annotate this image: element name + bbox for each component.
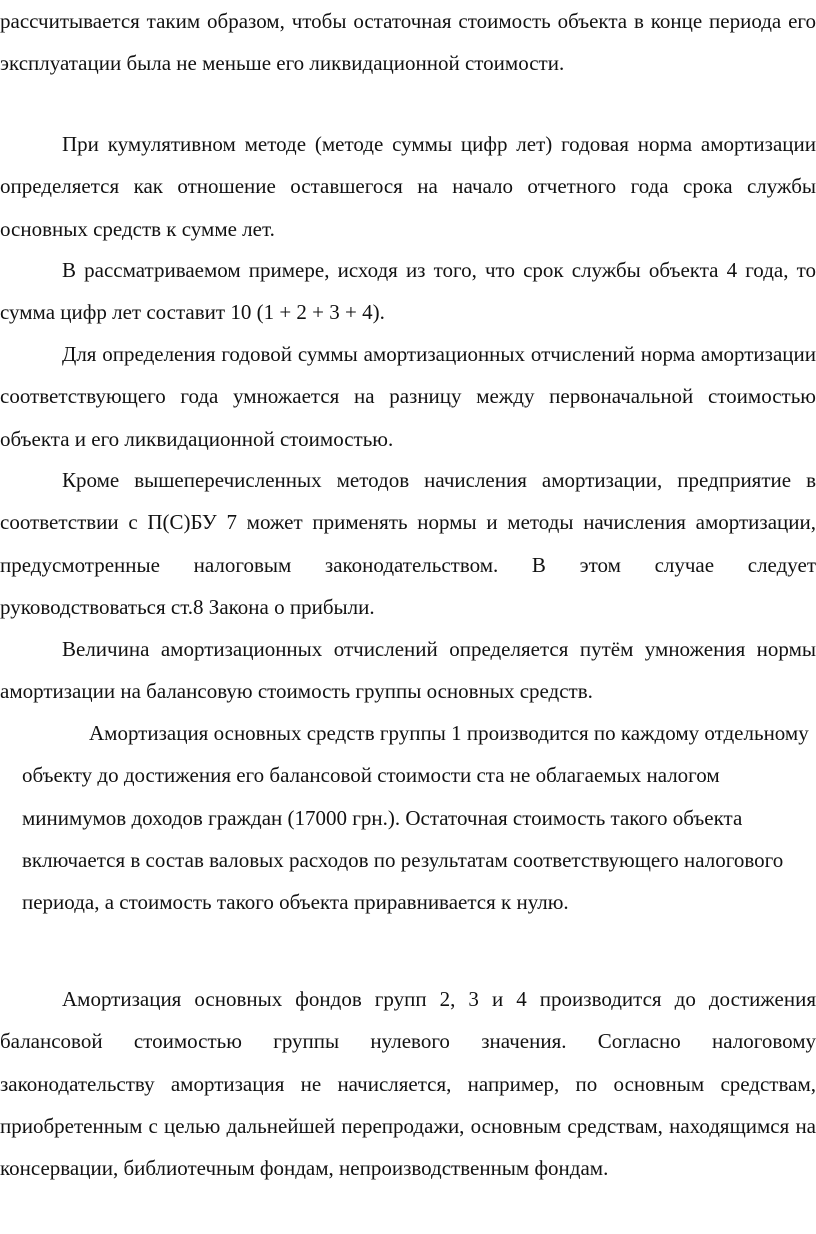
paragraph-residual-value: рассчитывается таким образом, чтобы остаточная стоимость объекта в конце периода его эксплуатации была не меньше его ликвидационной стоимости.: [0, 9, 816, 76]
paragraph-group-1: Амортизация основных средств группы 1 производится по каждому отдельному объекту до достижения его балансовой стоимости ста не облагаемых налогом минимумов доходов граждан (17000 грн.). Остаточная стоимость такого объекта включается в состав валовых расходов по результатам соответствующего налогового периода, а стоимость такого объекта приравнивается к нулю.: [22, 721, 809, 915]
paragraph-depreciation-amount: Величина амортизационных отчислений определяется путём умножения нормы амортизации на балансовую стоимость группы основных средств.: [0, 637, 816, 704]
paragraph-groups-2-3-4: Амортизация основных фондов групп 2, 3 и 4 производится до достижения балансовой стоимостью группы нулевого значения. Согласно налоговому законодательству амортизация не начисляется, например, по основным средствам, приобретенным с целью дальнейшей перепродажи, основным средствам, находящимся на консервации, библиотечным фондам, непроизводственным фондам.: [0, 987, 816, 1181]
paragraph-tax-methods: Кроме вышеперечисленных методов начисления амортизации, предприятие в соответствии с П(С)БУ 7 может применять нормы и методы начисления амортизации, предусмотренные налоговым законодательством. В этом случае следует руководствоваться ст.8 Закона о прибыли.: [0, 468, 816, 619]
paragraph-example-sum-of-years: В рассматриваемом примере, исходя из того, что срок службы объекта 4 года, то сумма цифр лет составит 10 (1 + 2 + 3 + 4).: [0, 258, 816, 325]
paragraph-cumulative-method: При кумулятивном методе (методе суммы цифр лет) годовая норма амортизации определяется как отношение оставшегося на начало отчетного года срока службы основных средств к сумме лет.: [0, 132, 816, 241]
paragraph-annual-amount: Для определения годовой суммы амортизационных отчислений норма амортизации соответствующего года умножается на разницу между первоначальной стоимостью объекта и его ликвидационной стоимостью.: [0, 342, 816, 451]
